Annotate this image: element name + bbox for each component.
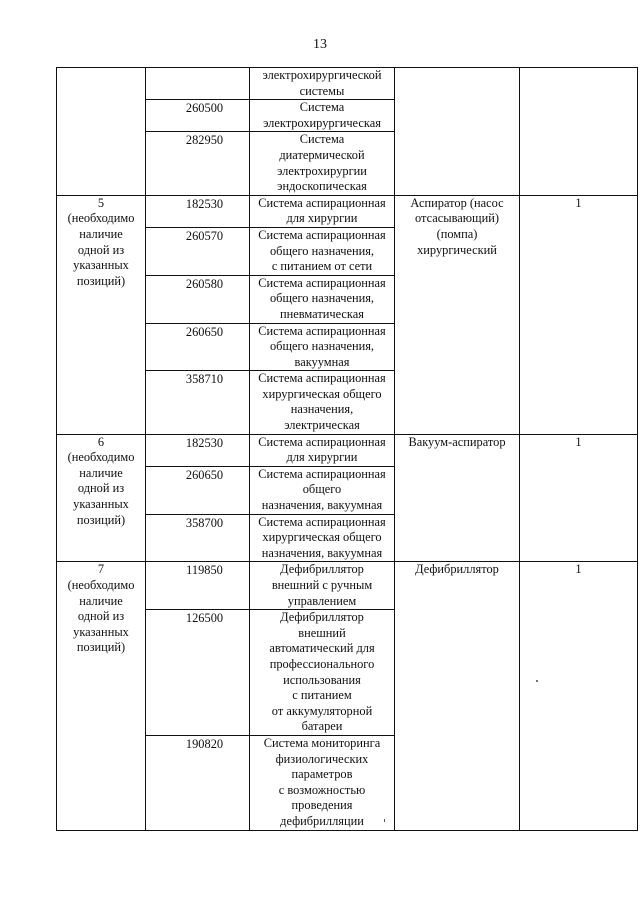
device-type-line: назначения,: [290, 402, 354, 417]
equipment-name-line: хирургический: [417, 242, 497, 257]
position-line: 6: [97, 434, 105, 449]
quantity-cell: [520, 434, 638, 562]
device-type-line: эндоскопическая: [277, 179, 367, 194]
device-type-line: с питанием от сети: [271, 259, 373, 274]
device-type-line: электрохирургической: [262, 68, 382, 82]
code-value: 260650: [185, 324, 224, 339]
position-cell: [57, 68, 146, 196]
device-type-line: электрическая: [284, 418, 360, 433]
device-type-line: общего назначения,: [269, 291, 375, 306]
device-type-line: электрохирургическая: [263, 115, 381, 130]
code-cell: [146, 227, 250, 275]
table-row: [57, 195, 638, 227]
device-type-line: профессионального: [269, 656, 375, 671]
code-cell: [146, 195, 250, 227]
device-type-cell: [250, 371, 395, 434]
device-type-line: системы: [299, 83, 345, 98]
device-type-cell: [250, 514, 395, 562]
device-type-line: для хирургии: [286, 211, 358, 226]
equipment-name-line: Аспиратор (насос: [410, 195, 504, 210]
device-type-line: назначения, вакуумная: [261, 498, 383, 513]
code-value: 260570: [185, 228, 224, 243]
device-type-cell: [250, 68, 395, 100]
device-type-line: Система аспирационная: [258, 514, 386, 529]
device-type-cell: [250, 100, 395, 132]
position-line: одной из: [77, 481, 125, 496]
code-cell: [146, 434, 250, 466]
code-value: 260500: [185, 101, 224, 116]
code-cell: [146, 132, 250, 195]
position-line: указанных: [73, 624, 129, 639]
position-cell: [57, 434, 146, 562]
position-line: указанных: [73, 497, 129, 512]
device-type-line: общего назначения,: [269, 339, 375, 354]
device-type-line: диатермической: [279, 147, 365, 162]
code-value: 182530: [185, 196, 224, 211]
table-row: [57, 562, 638, 610]
position-line: (необходимо: [67, 578, 135, 592]
code-cell: [146, 610, 250, 736]
code-cell: [146, 68, 250, 100]
device-type-line: внешний: [298, 625, 346, 640]
equipment-name-line: (помпа): [436, 226, 478, 241]
device-type-line: от аккумуляторной: [271, 703, 373, 718]
device-type-line: электрохирургии: [277, 163, 367, 178]
device-type-cell: [250, 735, 395, 830]
code-value: 190820: [185, 736, 224, 751]
position-line: (необходимо: [67, 211, 135, 226]
code-cell: [146, 100, 250, 132]
equipment-name-line: Вакуум-аспиратор: [408, 434, 506, 449]
device-type-line: внешний с ручным: [271, 578, 373, 592]
position-cell: [57, 195, 146, 434]
device-type-line: Система аспирационная: [258, 371, 386, 386]
device-type-line: для хирургии: [286, 450, 358, 465]
position-line: наличие: [79, 226, 123, 241]
position-line: позиций): [76, 273, 126, 288]
device-type-line: хирургическая общего: [262, 530, 382, 545]
device-type-line: Система аспирационная: [258, 434, 386, 449]
device-type-line: назначения, вакуумная: [261, 545, 383, 560]
device-type-line: общего назначения,: [269, 243, 375, 258]
position-line: указанных: [73, 258, 129, 273]
device-type-line: Система: [299, 100, 345, 115]
position-line: 7: [97, 562, 105, 577]
device-type-line: дефибрилляции: [280, 813, 364, 828]
position-line: позиций): [76, 512, 126, 527]
device-type-line: автоматический для: [269, 641, 375, 656]
device-type-line: батареи: [301, 719, 343, 734]
device-type-line: с питанием: [292, 688, 352, 703]
scan-speck: [536, 680, 538, 682]
device-type-line: пневматическая: [280, 306, 364, 321]
device-type-cell: [250, 466, 395, 514]
code-value: 358710: [185, 372, 224, 387]
code-cell: [146, 466, 250, 514]
device-type-line: Дефибриллятор: [280, 562, 364, 577]
code-cell: [146, 562, 250, 610]
code-value: 282950: [185, 133, 224, 148]
device-type-line: Система аспирационная: [258, 227, 386, 242]
code-cell: [146, 371, 250, 434]
code-cell: [146, 735, 250, 830]
device-type-line: Система: [299, 132, 345, 147]
device-type-line: использования: [283, 672, 361, 687]
position-line: наличие: [79, 465, 123, 480]
device-type-line: физиологических: [275, 751, 369, 766]
position-cell: [57, 562, 146, 830]
device-type-line: Система аспирационная: [258, 323, 386, 338]
device-type-cell: [250, 610, 395, 736]
position-line: одной из: [77, 242, 125, 257]
equipment-name-cell: [395, 68, 520, 196]
device-type-line: Система аспирационная: [258, 195, 386, 210]
position-line: (необходимо: [67, 450, 135, 465]
code-value: 260650: [185, 467, 224, 482]
device-type-line: проведения: [291, 798, 353, 813]
device-type-line: Дефибриллятор: [280, 610, 364, 625]
device-type-cell: [250, 195, 395, 227]
device-type-cell: [250, 323, 395, 371]
table-row: [57, 434, 638, 466]
device-type-line: Система аспирационная: [258, 466, 386, 481]
quantity-cell: [520, 562, 638, 830]
device-type-cell: [250, 227, 395, 275]
code-cell: [146, 514, 250, 562]
device-type-line: хирургическая общего: [262, 386, 382, 401]
device-type-line: с возможностью: [278, 782, 366, 797]
equipment-name-line: отсасывающий): [415, 211, 499, 226]
quantity-cell: [520, 68, 638, 196]
code-value: 182530: [185, 435, 224, 450]
equipment-name-cell: [395, 195, 520, 434]
equipment-name-line: Дефибриллятор: [415, 562, 499, 577]
page-number: 13: [313, 37, 327, 52]
code-value: 260580: [185, 276, 224, 291]
device-type-cell: [250, 132, 395, 195]
device-type-cell: [250, 562, 395, 610]
code-value: 358700: [185, 515, 224, 530]
code-value: 119850: [186, 563, 223, 578]
device-type-line: параметров: [291, 767, 353, 782]
quantity-value: 1: [575, 195, 582, 210]
device-type-line: общего: [302, 482, 342, 497]
device-type-cell: [250, 434, 395, 466]
quantity-cell: [520, 195, 638, 434]
code-cell: [146, 323, 250, 371]
quantity-value: 1: [575, 562, 582, 577]
code-cell: [146, 275, 250, 323]
device-type-line: управлением: [287, 593, 357, 608]
position-line: позиций): [76, 640, 126, 655]
position-line: 5: [97, 195, 105, 210]
equipment-table-body: [57, 68, 638, 831]
equipment-name-cell: [395, 562, 520, 830]
device-type-cell: [250, 275, 395, 323]
equipment-table: [56, 67, 638, 831]
device-type-line: Система аспирационная: [258, 275, 386, 290]
device-type-line: Система мониторинга: [263, 735, 381, 750]
scan-speck: [384, 819, 385, 822]
position-line: наличие: [79, 593, 123, 608]
quantity-value: 1: [575, 434, 582, 449]
position-line: одной из: [77, 609, 125, 624]
code-value: 126500: [185, 611, 224, 626]
device-type-line: вакуумная: [294, 354, 350, 369]
equipment-name-cell: [395, 434, 520, 562]
table-row: [57, 68, 638, 100]
